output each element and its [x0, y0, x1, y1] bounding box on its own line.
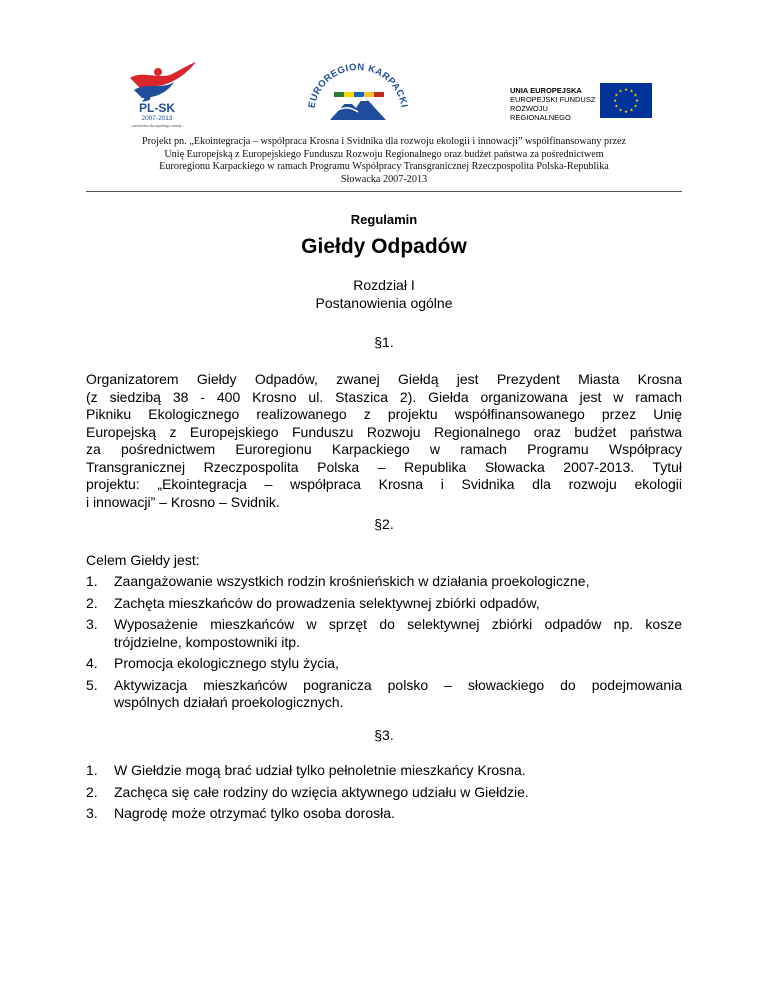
eu-star-icon: ★	[623, 88, 629, 94]
section-2-heading: §2.	[374, 516, 394, 532]
list-item-text: Promocja ekologicznego stylu życia,	[114, 655, 339, 671]
svg-text:EUROREGION KARPACKI	[306, 62, 409, 109]
document-title: Giełdy Odpadów	[301, 235, 467, 258]
project-line: Projekt pn. „Ekointegracja – współpraca Krosna i Svidnika dla rozwoju ekologii i innowacji” współfinansowany przez	[141, 136, 627, 147]
list-item-number: 1.	[86, 762, 98, 778]
section-1-paragraph	[86, 371, 682, 511]
list-item	[86, 762, 682, 780]
list-item-number: 3.	[86, 616, 98, 632]
section-2-intro: Celem Giełdy jest:	[86, 552, 200, 568]
section-2-list	[86, 573, 682, 716]
eu-label-line2: EUROPEJSKI FUNDUSZ	[510, 95, 596, 104]
eu-star-icon: ★	[629, 108, 634, 114]
paragraph-line: i innowacji” – Krosno – Svidnik.	[86, 493, 280, 510]
project-description	[86, 136, 682, 186]
eu-star-icon: ★	[633, 93, 638, 99]
eu-flag-icon	[600, 83, 652, 118]
list-item-text: Wyposażenie mieszkańców w sprzęt do selektywnej zbiórki odpadów np. kosze	[114, 616, 682, 632]
list-item	[86, 677, 682, 712]
eu-star-icon: ★	[614, 93, 619, 99]
pl-sk-logo	[112, 60, 202, 130]
list-item-number: 1.	[86, 573, 98, 589]
eu-star-icon: ★	[618, 108, 623, 114]
chapter-title: Postanowienia ogólne	[315, 295, 453, 311]
list-item-number: 5.	[86, 676, 98, 693]
list-item	[86, 784, 682, 802]
list-item	[86, 805, 682, 823]
page-header	[0, 0, 768, 185]
list-item-text: Zachęca się całe rodziny do wzięcia aktywnego udziału w Giełdzie.	[114, 783, 529, 800]
eu-star-icon: ★	[614, 104, 619, 110]
paragraph-line: (z siedzibą 38 - 400 Krosno ul. Staszica 2). Giełda organizowana jest w ramach	[86, 388, 682, 405]
list-item-text: Nagrodę może otrzymać tylko osoba dorosła.	[114, 805, 395, 821]
header-divider	[86, 191, 682, 192]
euroregion-logo-text: EUROREGION KARPACKI	[306, 61, 410, 110]
list-item-text: trójdzielne, kompostowniki itp.	[114, 633, 300, 650]
chapter-number: Rozdział I	[353, 277, 415, 293]
section-3-heading: §3.	[374, 727, 394, 743]
project-line: Unię Europejską z Europejskiego Funduszu Rozwoju Regionalnego oraz budżet państwa za pośrednictwem	[164, 148, 604, 160]
paragraph-line: Pikniku Ekologicznego realizowanego z projektu współfinansowanego przez Unię	[86, 406, 682, 422]
list-item-number: 2.	[86, 594, 98, 611]
pl-sk-logo-years: 2007-2013	[141, 115, 173, 122]
eu-star-icon: ★	[618, 89, 623, 95]
section-3-list	[86, 762, 682, 827]
project-line: Euroregionu Karpackiego w ramach Programu Współpracy Transgranicznej Rzeczpospolita Polska-Republika	[159, 161, 609, 173]
paragraph-line: projektu: „Ekointegracja – współpraca Krosna i Svidnika dla rozwoju ekologii	[86, 476, 682, 492]
list-item	[86, 616, 682, 651]
paragraph-line: Organizatorem Giełdy Odpadów, zwanej Giełdą jest Prezydent Miasta Krosna	[86, 371, 682, 387]
pl-sk-logo-tagline: ... partnerstwo dla wspólnego rozwoju ...	[128, 124, 186, 128]
list-item	[86, 573, 682, 591]
project-line: Słowacka 2007-2013	[340, 173, 428, 185]
eu-star-icon: ★	[612, 99, 618, 105]
eu-star-icon: ★	[623, 110, 629, 116]
list-item-number: 3.	[86, 805, 98, 821]
paragraph-line: Europejską z Europejskiego Funduszu Rozwoju Regionalnego oraz budżet państwa	[86, 423, 682, 440]
eu-star-icon: ★	[634, 99, 640, 105]
eu-star-icon: ★	[629, 89, 634, 95]
eu-label-line1: UNIA EUROPEJSKA	[510, 86, 582, 95]
paragraph-line: Transgranicznej Rzeczpospolita Polska – Republika Słowacka 2007-2013. Tytuł	[86, 458, 682, 475]
list-item-text: W Giełdzie mogą brać udział tylko pełnoletnie mieszkańcy Krosna.	[114, 762, 526, 778]
pl-sk-logo-text: PL-SK	[139, 101, 175, 115]
list-item-text: Zachęta mieszkańców do prowadzenia selektywnej zbiórki odpadów,	[114, 594, 540, 611]
section-1-heading: §1.	[374, 334, 394, 350]
document-type: Regulamin	[350, 212, 418, 227]
list-item-number: 4.	[86, 655, 98, 671]
eu-star-icon: ★	[633, 104, 638, 110]
list-item	[86, 595, 682, 613]
list-item-text: Zaangażowanie wszystkich rodzin krośnieńskich w działania proekologiczne,	[114, 573, 590, 589]
eu-fund-label	[510, 86, 600, 122]
list-item-number: 2.	[86, 783, 98, 800]
euroregion-karpacki-logo	[300, 52, 415, 127]
list-item	[86, 655, 682, 673]
eu-label-line3: ROZWOJU REGIONALNEGO	[510, 104, 571, 122]
paragraph-line: za pośrednictwem Euroregionu Karpackiego w ramach Programu Współpracy	[86, 441, 682, 457]
list-item-text: wspólnych działań proekologicznych.	[114, 694, 344, 710]
list-item-text: Aktywizacja mieszkańców pogranicza polsko – słowackiego do podejmowania	[114, 676, 682, 693]
